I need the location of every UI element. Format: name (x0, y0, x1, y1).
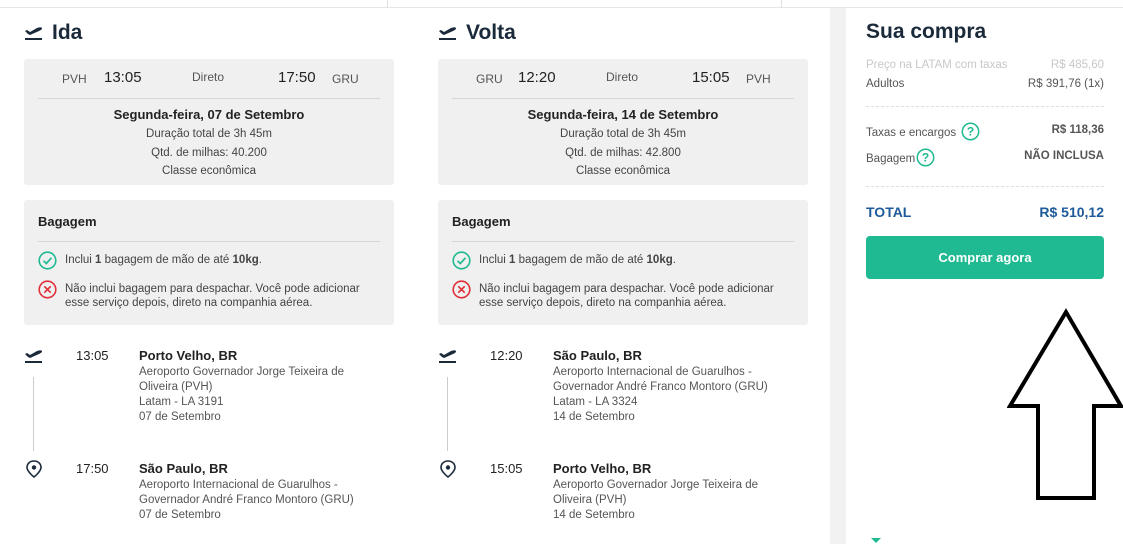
baggage-title: Bagagem (38, 214, 97, 229)
departure-time: 13:05 (104, 69, 142, 86)
flight-cabin: Classe econômica (162, 165, 256, 177)
flight-date: Segunda-feira, 14 de Setembro (527, 107, 719, 122)
return-flight-summary (438, 59, 808, 185)
purchase-summary: Sua compra Preço na LATAM com taxas R$ 485,60 Adultos R$ 391,76 (1x) Taxas e encargos ? R$ 118,36 Bagagem ? NÃO INCLUSA TOTAL R$ 510,12 Comprar agora (846, 8, 1123, 544)
baggage-included: Inclui 1 bagagem de mão de até 10kg. (452, 251, 797, 270)
departure-time: 12:20 (518, 69, 556, 86)
svg-text:?: ? (922, 150, 930, 165)
itinerary-panel: Ida PVH 13:05 Direto 17:50 GRU Segunda-feira, 07 de Setembro Duração total de 3h 45m Qtd. de milhas: 40.200 Classe econômica Bagagem Inclui 1 bagagem de mão de até 10kg. Não inclui bagagem para despachar. Você pode adicionar esse serviço depois, direto na companhia aérea. 13:05 Porto Velho, BR Aeroporto Governador Jorge Teixeira de Oliveira (PVH) Latam - LA 3191 07 de Setembro 17:50 São Paulo, BR Aeroporto Internacional de Guarulhos - Governador André Franco Montoro (GRU) 07 de Setembro Volta GRU 12:20 Direto 15:05 PVH Segunda-feira, 14 de Setembro Duração total de 3h 45m Qtd. de milhas: 42.800 Classe econômica Bagagem Inclui 1 bagagem de mão de até 10kg. Não inclui bagagem para despachar. Você pode adicionar esse serviço depois, direto na companhia aérea. 12:20 São Paulo, BR Aeroporto Internacional de Guarulhos - Governador André Franco Montoro (GRU) Latam - LA 3324 14 de Setembro 15:05 Porto Velho, BR Aeroporto Governador Jorge Teixeira de Oliveira (PVH) 14 de Setembro (0, 8, 830, 544)
plane-takeoff-icon (438, 347, 458, 365)
plane-takeoff-icon (24, 347, 44, 365)
x-circle-icon (38, 280, 57, 299)
total-row: TOTAL R$ 510,12 (866, 204, 1104, 220)
return-baggage (438, 200, 808, 325)
flight-miles: Qtd. de milhas: 40.200 (151, 147, 267, 159)
baggage-excluded: Não inclui bagagem para despachar. Você pode adicionar esse serviço depois, direto na companhia aérea. (452, 280, 797, 310)
outbound-baggage (24, 200, 394, 325)
baggage-title: Bagagem (452, 214, 511, 229)
outbound-title: Ida (24, 20, 82, 46)
flight-miles: Qtd. de milhas: 42.800 (565, 147, 681, 159)
flight-cabin: Classe econômica (576, 165, 670, 177)
top-strip (0, 0, 1123, 8)
baggage-included: Inclui 1 bagagem de mão de até 10kg. (38, 251, 383, 270)
arrival-time: 17:50 (278, 69, 316, 86)
plane-landing-icon (438, 25, 458, 41)
baggage-excluded: Não inclui bagagem para despachar. Você pode adicionar esse serviço depois, direto na companhia aérea. (38, 280, 383, 310)
help-circle-icon[interactable] (961, 122, 980, 141)
flight-date: Segunda-feira, 07 de Setembro (113, 107, 305, 122)
outbound-flight-summary (24, 59, 394, 185)
plane-takeoff-icon (24, 25, 44, 41)
flight-duration: Duração total de 3h 45m (146, 128, 272, 140)
dest-code: PVH (746, 72, 771, 86)
total-value: R$ 510,12 (1039, 204, 1104, 220)
check-circle-icon (452, 251, 471, 270)
origin-code: GRU (476, 72, 503, 86)
dest-code: GRU (332, 72, 359, 86)
purchase-title: Sua compra (866, 20, 987, 43)
buy-now-button[interactable]: Comprar agora (866, 236, 1104, 279)
help-circle-icon[interactable] (916, 148, 935, 167)
up-arrow-annotation (1007, 308, 1123, 501)
svg-text:?: ? (966, 124, 975, 139)
check-circle-icon (38, 251, 57, 270)
origin-code: PVH (62, 72, 87, 86)
stops-label: Direto (606, 70, 639, 84)
location-pin-icon (24, 460, 44, 478)
location-pin-icon (438, 460, 458, 478)
flight-duration: Duração total de 3h 45m (560, 128, 686, 140)
x-circle-icon (452, 280, 471, 299)
chevron-down-icon (871, 538, 881, 543)
arrival-time: 15:05 (692, 69, 730, 86)
return-title: Volta (438, 20, 516, 46)
stops-label: Direto (192, 70, 225, 84)
